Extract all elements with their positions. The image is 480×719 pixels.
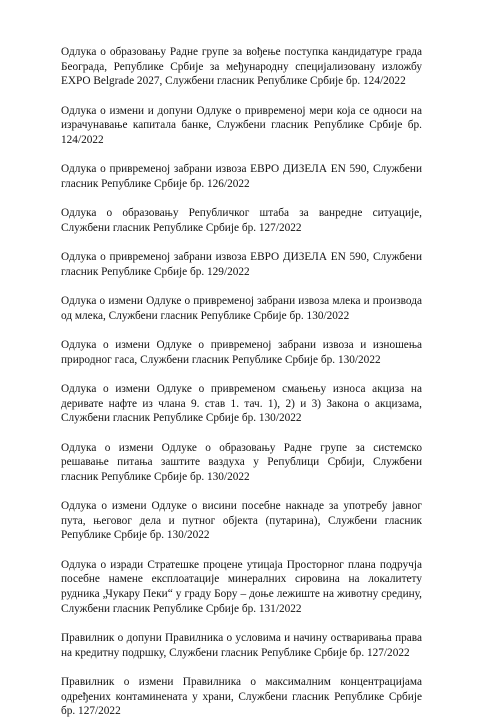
regulation-entry: Одлука о образовању Републичког штаба за ванредне ситуације, Службени гласник Републике Србије бр. 127/2022: [61, 207, 422, 234]
regulation-entry: Правилник о измени Правилника о максималним концентрацијама одређених контаминената у храни, Службени гласник Републике Србије бр. 127/2022: [61, 675, 422, 718]
regulation-entry: Одлука о измени Одлуке о висини посебне накнаде за употребу јавног пута, његовог дела и путног објекта (путарина), Службени гласник Републике Србије бр. 130/2022: [61, 500, 422, 542]
regulation-entry: Одлука о измени Одлуке о привременој забрани извоза и изношења природног гаса, Службени гласник Републике Србије бр. 130/2022: [61, 339, 422, 366]
regulation-entry: Одлука о измени Одлуке о образовању Радне групе за системско решавање питања заштите ваздуха у Републици Србији, Службени гласник Републике Србије бр. 130/2022: [61, 441, 422, 483]
regulation-entry: Одлука о измени Одлуке о привременој забрани извоза млека и производа од млека, Службени гласник Републике Србије бр. 130/2022: [61, 295, 422, 322]
regulation-entry: Одлука о измени и допуни Одлуке о привременој мери која се односи на израчунавање капитала банке, Службени гласник Републике Србије бр. 124/2022: [61, 104, 422, 146]
regulation-entry: Одлука о привременој забрани извоза ЕВРО ДИЗЕЛА ЕN 590, Службени гласник Републике Србије бр. 126/2022: [61, 163, 422, 190]
regulation-entry: Одлука о привременој забрани извоза ЕВРО ДИЗЕЛА ЕN 590, Службени гласник Републике Србије бр. 129/2022: [61, 251, 422, 278]
regulation-entry: Одлука о изради Стратешке процене утицаја Просторног плана подручја посебне намене експлоатације минералних сировина на локалитету рудника „Чукару Пеки“ у граду Бору – доње лежиште на животну средину, Службени гласник Републике Србије бр. 131/2022: [61, 558, 422, 615]
regulation-list: [61, 45, 422, 719]
regulation-entry: Правилник о допуни Правилника о условима и начину остваривања права на кредитну подршку, Службени гласник Републике Србије бр. 127/2022: [61, 631, 422, 659]
regulation-entry: Одлука о измени Одлуке о привременом смањењу износа акциза на деривате нафте из члана 9. став 1. тач. 1), 2) и 3) Закона о акцизама, Службени гласник Републике Србије бр. 130/2022: [61, 383, 422, 425]
regulation-entry: Одлука о образовању Радне групе за вођење поступка кандидатуре града Београда, Републике Србије за међународну специјализовану изложбу EXPO Belgrade 2027, Службени гласник Републике Србије бр. 124/2022: [61, 46, 422, 88]
